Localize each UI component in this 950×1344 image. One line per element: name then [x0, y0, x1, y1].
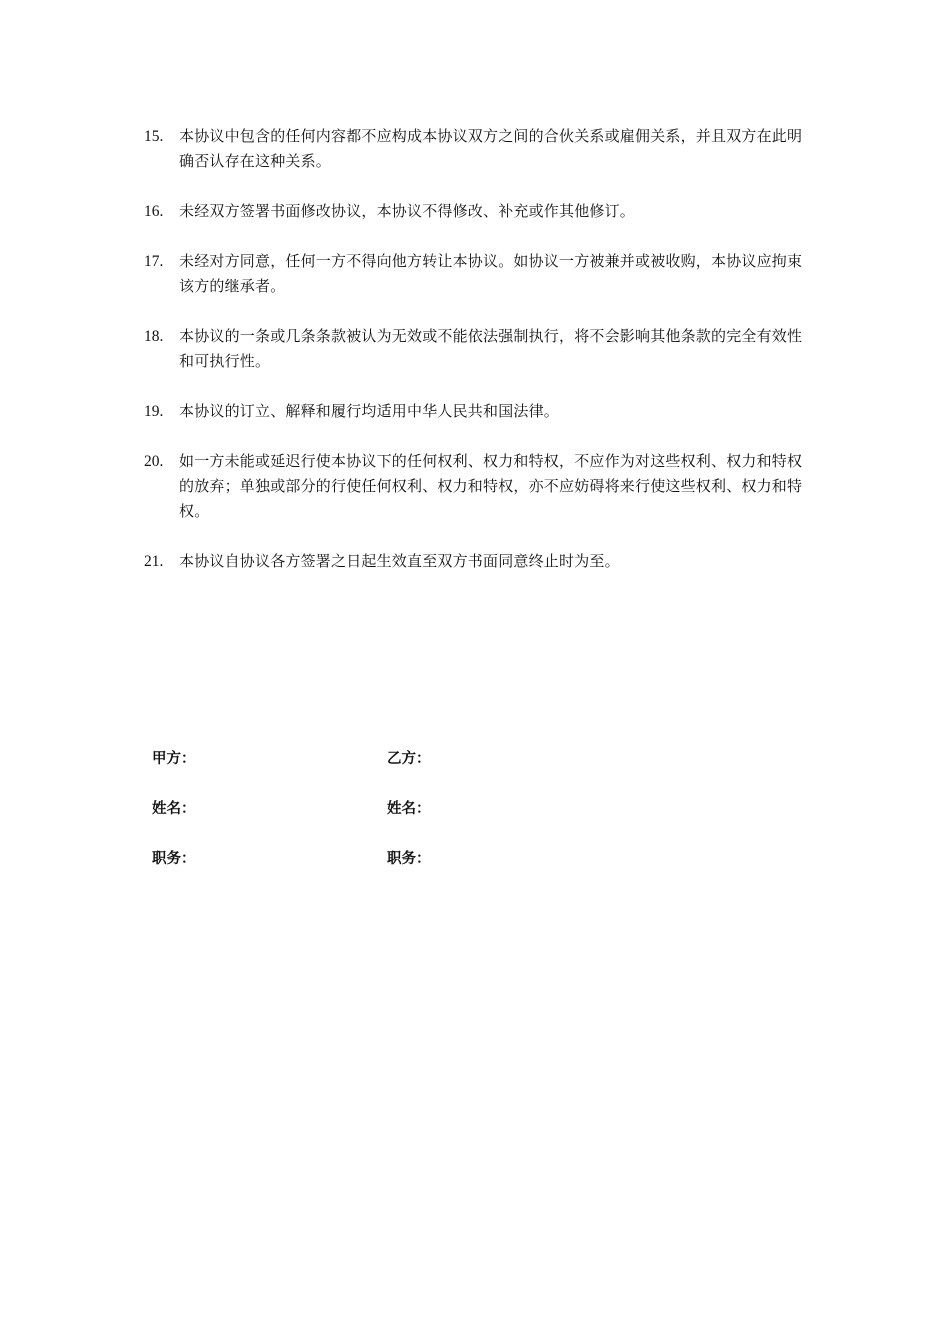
party-a-title-label: 职务：	[152, 850, 196, 867]
clause-item	[144, 199, 814, 224]
clause-number: 20.	[144, 453, 164, 470]
clause-text: 本协议的订立、解释和履行均适用中华人民共和国法律。	[179, 402, 560, 420]
party-b-title-label: 职务：	[387, 850, 431, 867]
signature-row-title	[152, 846, 652, 896]
clause-item	[144, 549, 814, 574]
clause-list	[144, 124, 814, 599]
clause-text: 本协议的一条或几条条款被认为无效或不能依法强制执行，将不会影响其他条款的完全有效性和可执行性。	[179, 327, 803, 370]
signature-block	[152, 746, 652, 896]
clause-text: 本协议中包含的任何内容都不应构成本协议双方之间的合伙关系或雇佣关系，并且双方在此明确否认存在这种关系。	[179, 127, 803, 170]
clause-number: 15.	[144, 128, 164, 145]
clause-item	[144, 399, 814, 424]
party-b-label: 乙方：	[387, 750, 431, 767]
party-a-name-label: 姓名：	[152, 800, 196, 817]
clause-item	[144, 449, 814, 524]
party-b-name-label: 姓名：	[387, 800, 431, 817]
clause-number: 17.	[144, 253, 164, 270]
clause-text: 本协议自协议各方签署之日起生效直至双方书面同意终止时为至。	[179, 552, 620, 570]
clause-number: 21.	[144, 553, 164, 570]
clause-number: 19.	[144, 403, 164, 420]
clause-item	[144, 124, 814, 174]
clause-text: 如一方未能或延迟行使本协议下的任何权利、权力和特权，不应作为对这些权利、权力和特权的放弃；单独或部分的行使任何权利、权力和特权，亦不应妨碍将来行使这些权利、权力和特权。	[179, 452, 803, 520]
clause-text: 未经双方签署书面修改协议，本协议不得修改、补充或作其他修订。	[179, 202, 636, 220]
clause-text: 未经对方同意，任何一方不得向他方转让本协议。如协议一方被兼并或被收购，本协议应拘束该方的继承者。	[179, 252, 803, 295]
clause-number: 16.	[144, 203, 164, 220]
clause-number: 18.	[144, 328, 164, 345]
clause-item	[144, 324, 814, 374]
signature-row-party	[152, 746, 652, 796]
clause-item	[144, 249, 814, 299]
party-a-label: 甲方：	[152, 750, 196, 767]
signature-row-name	[152, 796, 652, 846]
